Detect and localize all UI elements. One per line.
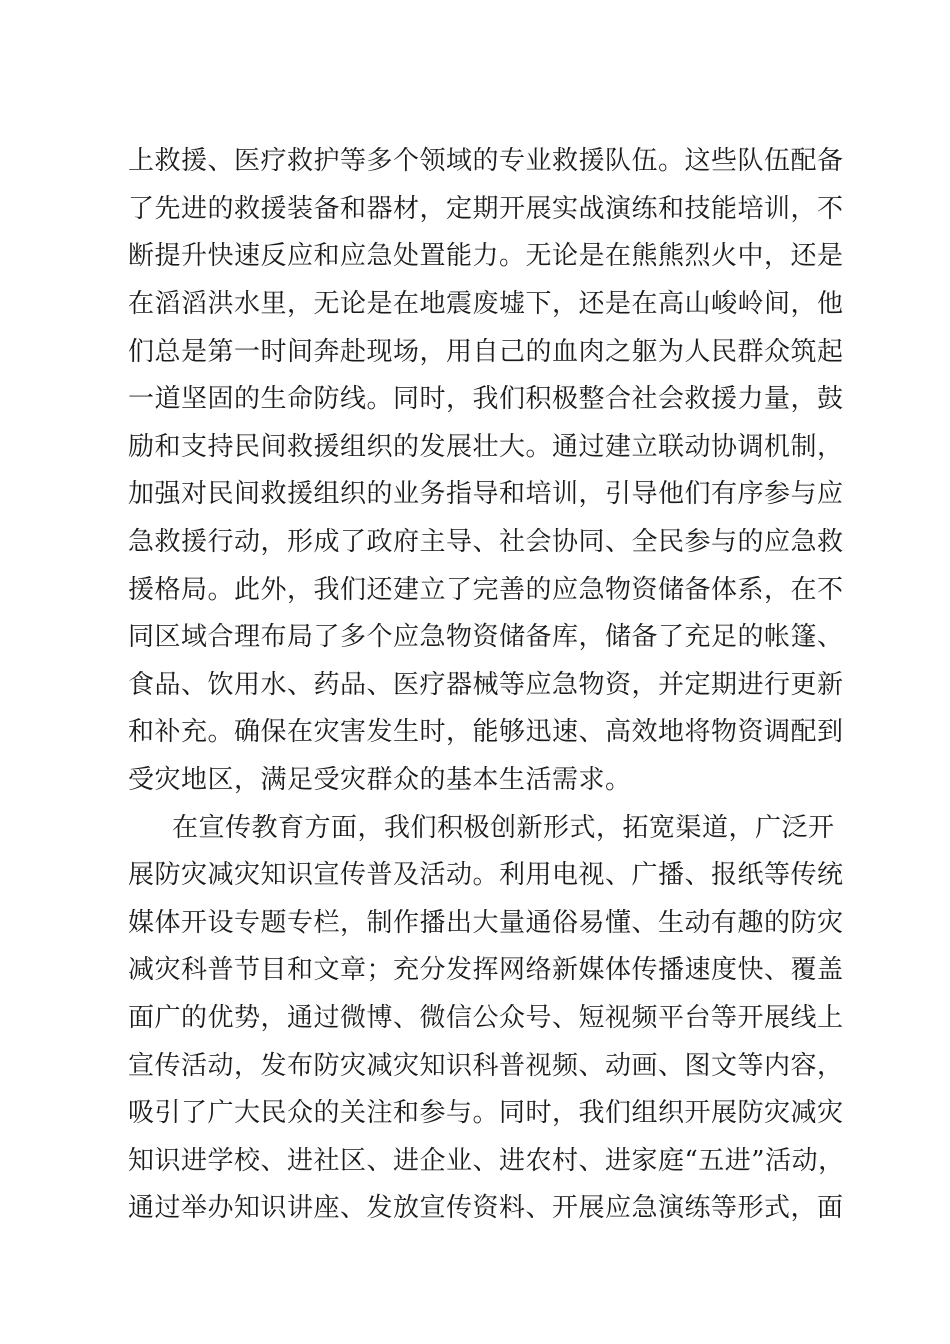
text-line: 们总是第一时间奔赴现场，用自己的血肉之躯为人民群众筑起 bbox=[128, 337, 844, 367]
text-line: 媒体开设专题专栏，制作播出大量通俗易懂、生动有趣的防灾 bbox=[128, 908, 844, 938]
text-line: 知识进学校、进社区、进企业、进农村、进家庭“五进”活动， bbox=[128, 1146, 845, 1176]
text-line: 加强对民间救援组织的业务指导和培训，引导他们有序参与应 bbox=[128, 479, 844, 509]
text-line: 和补充。确保在灾害发生时，能够迅速、高效地将物资调配到 bbox=[128, 717, 844, 747]
text-line: 受灾地区，满足受灾群众的基本生活需求。 bbox=[128, 765, 632, 795]
text-line: 援格局。此外，我们还建立了完善的应急物资储备体系，在不 bbox=[128, 575, 844, 605]
text-line: 在滔滔洪水里，无论是在地震废墟下，还是在高山峻岭间，他 bbox=[128, 289, 844, 319]
text-line: 励和支持民间救援组织的发展壮大。通过建立联动协调机制， bbox=[128, 432, 844, 462]
text-line: 同区域合理布局了多个应急物资储备库，储备了充足的帐篷、 bbox=[128, 622, 844, 652]
text-line: 展防灾减灾知识宣传普及活动。利用电视、广播、报纸等传统 bbox=[128, 860, 844, 890]
text-line: 通过举办知识讲座、发放宣传资料、开展应急演练等形式，面 bbox=[128, 1193, 844, 1223]
text-line: 了先进的救援装备和器材，定期开展实战演练和技能培训，不 bbox=[128, 194, 844, 224]
text-line: 断提升快速反应和应急处置能力。无论是在熊熊烈火中，还是 bbox=[128, 241, 844, 271]
text-line: 在宣传教育方面，我们积极创新形式，拓宽渠道，广泛开 bbox=[172, 813, 835, 843]
text-line: 宣传活动，发布防灾减灾知识科普视频、动画、图文等内容， bbox=[128, 1051, 844, 1081]
text-line: 吸引了广大民众的关注和参与。同时，我们组织开展防灾减灾 bbox=[128, 1098, 844, 1128]
text-line: 上救援、医疗救护等多个领域的专业救援队伍。这些队伍配备 bbox=[128, 146, 844, 176]
text-line: 减灾科普节目和文章；充分发挥网络新媒体传播速度快、覆盖 bbox=[128, 955, 844, 985]
text-line: 急救援行动，形成了政府主导、社会协同、全民参与的应急救 bbox=[128, 527, 844, 557]
text-line: 食品、饮用水、药品、医疗器械等应急物资，并定期进行更新 bbox=[128, 670, 844, 700]
text-line: 面广的优势，通过微博、微信公众号、短视频平台等开展线上 bbox=[128, 1003, 844, 1033]
text-line: 一道坚固的生命防线。同时，我们积极整合社会救援力量，鼓 bbox=[128, 384, 844, 414]
